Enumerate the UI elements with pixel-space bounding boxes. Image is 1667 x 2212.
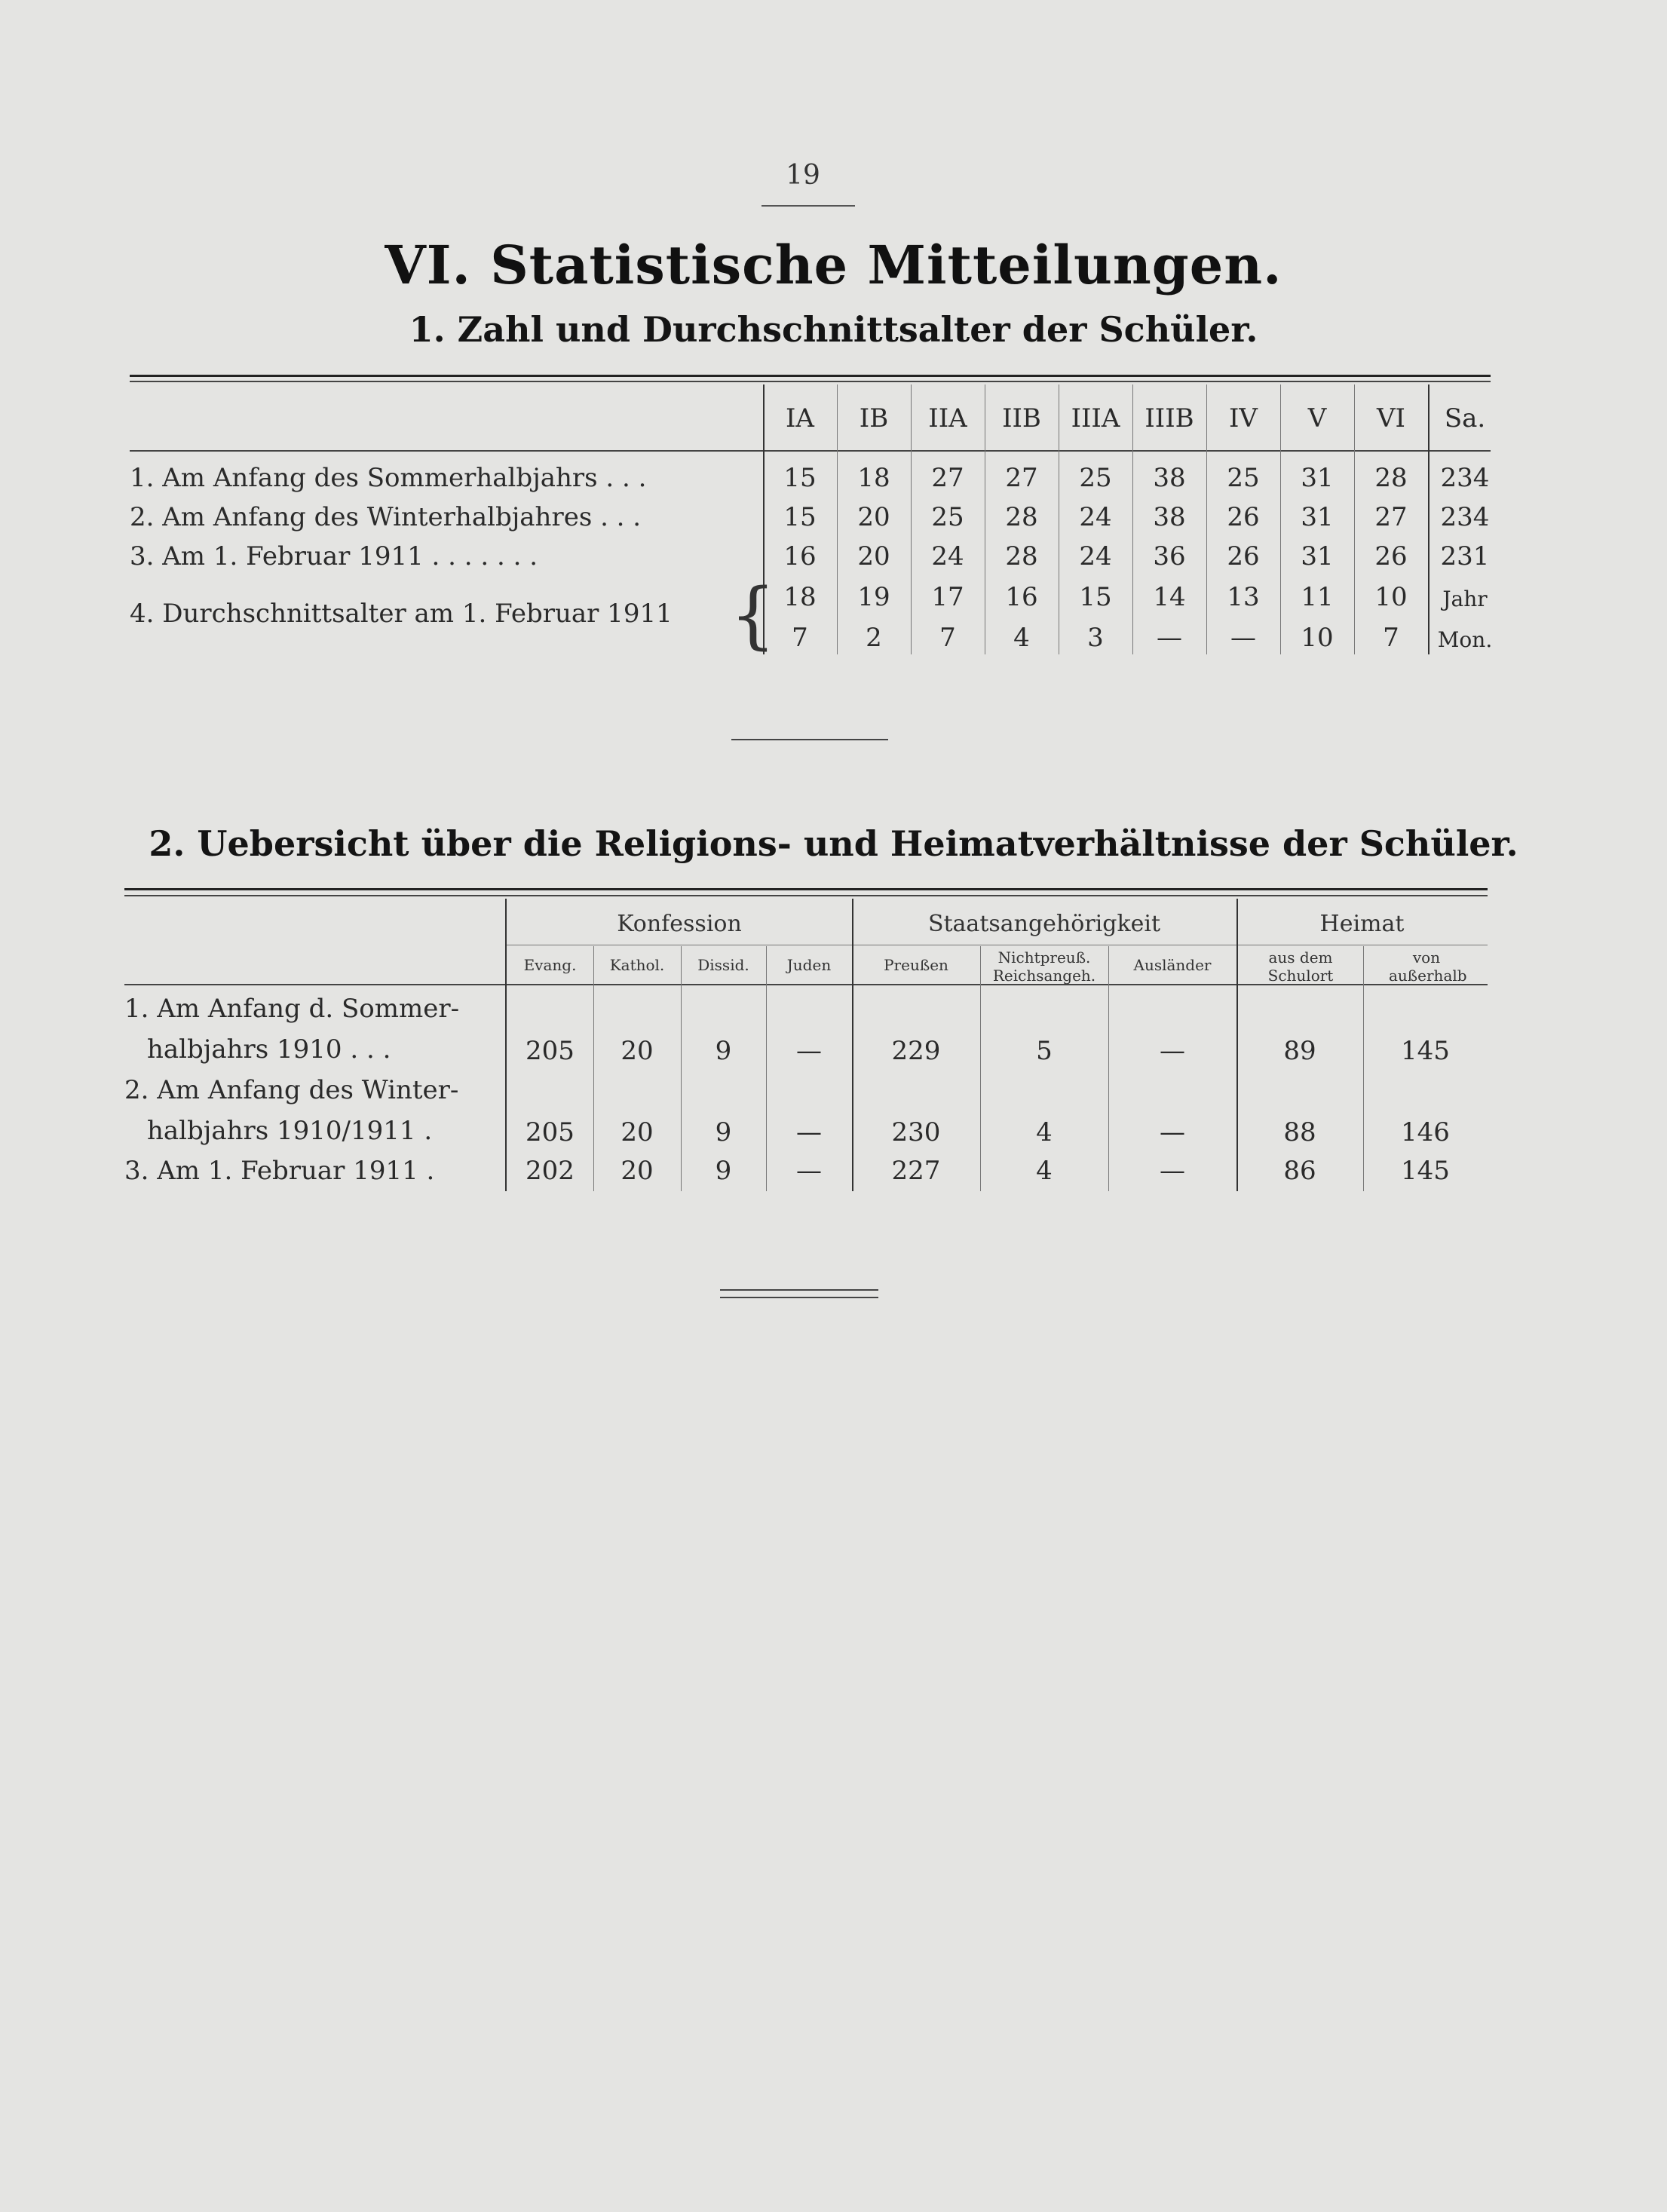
table2-vline [681,946,682,1191]
group-header-staatsangehoerigkeit: Staatsangehörigkeit [927,911,1161,937]
table1-cell: 4 [1013,623,1030,653]
table2-col-header: Evang. [523,956,577,974]
table2-cell: 229 [891,1036,941,1066]
table2-cell: — [1160,1036,1185,1066]
table2-cell: — [796,1156,822,1186]
table1-row-label: 3. Am 1. Februar 1911 . . . . . . . [130,541,538,571]
table1-cell: 16 [1005,582,1038,612]
table1-col-header: IA [786,403,814,434]
table1-cell: 20 [857,541,890,571]
table2-col-header: Kathol. [609,956,665,974]
table2-cell: 89 [1283,1036,1316,1066]
table2-cell: — [796,1117,822,1147]
page-title: VI. Statistische Mitteilungen. [385,234,1282,296]
table2-col-header: Juden [786,956,832,974]
table1-row-label: 4. Durchschnittsalter am 1. Februar 1911 [130,599,673,629]
table1-cell: 234 [1440,502,1490,532]
table2-cell: 88 [1283,1117,1316,1147]
table2-cell: 230 [891,1117,941,1147]
brace-mark: { [730,573,777,657]
table1-cell: 27 [1374,502,1408,532]
table2-cell: 20 [621,1117,654,1147]
table1-cell: 28 [1005,541,1038,571]
table1-col-header: IIA [928,403,967,434]
table1-cell: 19 [857,582,890,612]
page-number-rule [761,205,855,207]
table1-cell: 7 [792,623,808,653]
end-rule [720,1289,878,1291]
table2-cell: 20 [621,1156,654,1186]
table2-cell: 145 [1401,1156,1450,1186]
table2-row-label: halbjahrs 1910/1911 . [147,1116,433,1146]
table2-top-rule [124,888,1488,890]
table1-cell: 15 [783,502,817,532]
table2-cell: 205 [526,1036,575,1066]
table2-vline [1108,946,1109,1191]
table1-col-header: IIIB [1145,403,1194,434]
table2-cell: 9 [715,1036,732,1066]
table1-header-rule [130,450,1491,452]
table1-cell: 14 [1153,582,1186,612]
table1-cell: 15 [783,463,817,493]
table1-cell: 25 [931,502,964,532]
table1-cell: 231 [1440,541,1490,571]
table1-cell: 31 [1301,541,1334,571]
table1-cell: 18 [783,582,817,612]
table1-cell: 26 [1227,502,1260,532]
table2-cell: 9 [715,1117,732,1147]
table2-col-header: Dissid. [697,956,749,974]
table1-cell: — [1230,623,1256,653]
table1-row-label: 1. Am Anfang des Sommerhalbjahrs . . . [130,463,647,493]
table1-cell: 27 [931,463,964,493]
table1-cell: 16 [783,541,817,571]
group-header-heimat: Heimat [1319,911,1405,937]
table1-cell: 24 [931,541,964,571]
table1-col-header: IB [859,403,889,434]
table2-cell: 202 [526,1156,575,1186]
table1-cell: 234 [1440,463,1490,493]
table1-cell: — [1157,623,1182,653]
table1-cell: 26 [1374,541,1408,571]
table2-vline [766,946,767,1191]
table1-cell: 38 [1153,502,1186,532]
table1-cell: 11 [1301,582,1334,612]
table1-cell: 15 [1079,582,1112,612]
table2-vline [593,946,594,1191]
table2-cell: 4 [1036,1156,1053,1186]
table1-cell: 31 [1301,502,1334,532]
table2-cell: 227 [891,1156,941,1186]
section1-heading: 1. Zahl und Durchschnittsalter der Schüler. [409,309,1258,350]
table1-cell: 20 [857,502,890,532]
table1-col-header: VI [1377,403,1405,434]
table2-col-header: aus dem Schulort [1267,948,1334,985]
table2-col-header: Ausländer [1133,956,1212,974]
table1-col-header: IV [1229,403,1258,434]
table1-col-header: Sa. [1444,403,1486,434]
end-rule-2 [720,1297,878,1298]
table2-cell: — [796,1036,822,1066]
table2-vline [1363,946,1364,1191]
table1-cell: 10 [1301,623,1334,653]
table1-cell: 2 [866,623,882,653]
table1-cell: 26 [1227,541,1260,571]
table2-cell: 9 [715,1156,732,1186]
table1-top-rule-2 [130,381,1491,382]
table1-cell: 28 [1005,502,1038,532]
table1-cell: 7 [939,623,956,653]
table1-row-label: 2. Am Anfang des Winterhalbjahres . . . [130,502,642,532]
table1-cell: 24 [1079,502,1112,532]
table2-col-header: Preußen [884,956,948,974]
table1-cell: 38 [1153,463,1186,493]
table1-col-header: V [1307,403,1327,434]
table1-col-header: IIB [1002,403,1041,434]
table1-cell: 17 [931,582,964,612]
table1-cell: 27 [1005,463,1038,493]
table2-cell: 86 [1283,1156,1316,1186]
table2-cell: — [1160,1117,1185,1147]
table2-cell: 145 [1401,1036,1450,1066]
group-header-konfession: Konfession [617,911,742,937]
table1-cell: 24 [1079,541,1112,571]
table2-cell: 4 [1036,1117,1053,1147]
table1-cell: Mon. [1437,627,1493,652]
table2-top-rule-2 [124,895,1488,896]
table1-cell: 13 [1227,582,1260,612]
table1-top-rule [130,375,1491,377]
table2-cell: 205 [526,1117,575,1147]
table1-cell: 10 [1374,582,1408,612]
table1-cell: 25 [1079,463,1112,493]
section2-heading: 2. Uebersicht über die Religions- und Heimatverhältnisse der Schüler. [149,823,1518,864]
table1-cell: 18 [857,463,890,493]
table2-row-label: 3. Am 1. Februar 1911 . [124,1156,435,1186]
table1-cell: Jahr [1442,587,1488,611]
table2-col-header: von außerhalb [1389,948,1467,985]
table1-cell: 28 [1374,463,1408,493]
table1-cell: 31 [1301,463,1334,493]
section-separator [731,739,888,740]
table2-row-label: 2. Am Anfang des Winter- [124,1075,459,1105]
table2-col-header: Nichtpreuß. Reichsangeh. [992,948,1096,985]
table2-cell: — [1160,1156,1185,1186]
table1-cell: 7 [1383,623,1399,653]
table2-row-label: halbjahrs 1910 . . . [147,1034,391,1065]
table2-cell: 146 [1401,1117,1450,1147]
table2-row-label: 1. Am Anfang d. Sommer- [124,994,460,1024]
table2-cell: 5 [1036,1036,1053,1066]
table1-col-header: IIIA [1071,403,1120,434]
table2-cell: 20 [621,1036,654,1066]
page-number: 19 [786,160,820,191]
table1-cell: 3 [1087,623,1104,653]
table1-cell: 36 [1153,541,1186,571]
table1-cell: 25 [1227,463,1260,493]
